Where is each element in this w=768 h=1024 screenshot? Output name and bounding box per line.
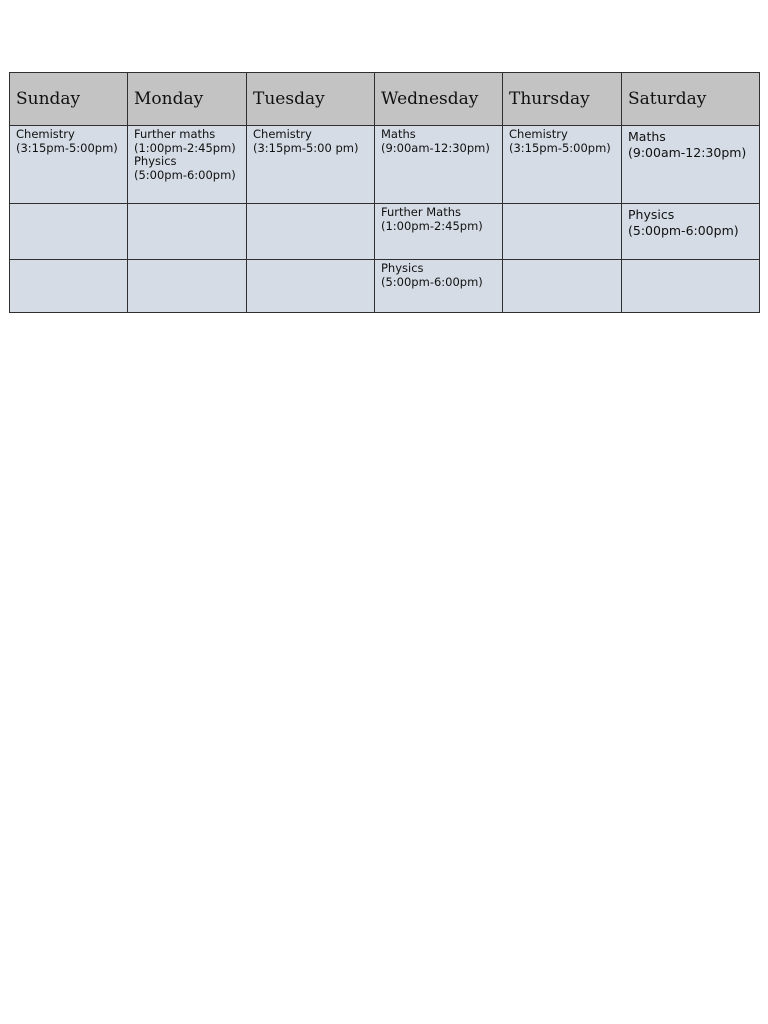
cell-sunday-1 — [10, 126, 128, 204]
table-row — [10, 126, 760, 204]
day-header-thursday: Thursday — [503, 73, 622, 126]
cell-saturday-1 — [622, 126, 760, 204]
cell-monday-3 — [128, 260, 247, 313]
day-header-tuesday: Tuesday — [247, 73, 375, 126]
time: (3:15pm-5:00pm) — [16, 140, 118, 155]
cell-monday-2 — [128, 204, 247, 260]
time: (3:15pm-5:00pm) — [509, 140, 611, 155]
day-header-sunday: Sunday — [10, 73, 128, 126]
time: (5:00pm-6:00pm) — [628, 223, 739, 238]
cell-saturday-3 — [622, 260, 760, 313]
cell-saturday-2 — [622, 204, 760, 260]
cell-thursday-3 — [503, 260, 622, 313]
subject: Further maths — [134, 127, 216, 141]
subject: Physics — [628, 207, 675, 222]
subject: Chemistry — [509, 127, 568, 141]
cell-thursday-1 — [503, 126, 622, 204]
cell-tuesday-2 — [247, 204, 375, 260]
cell-monday-1 — [128, 126, 247, 204]
subject: Physics — [381, 261, 424, 275]
day-header-monday: Monday — [128, 73, 247, 126]
cell-wednesday-1 — [375, 126, 503, 204]
subject: Further Maths — [381, 205, 462, 219]
time: (5:00pm-6:00pm) — [134, 167, 236, 182]
table-row — [10, 204, 760, 260]
cell-wednesday-2 — [375, 204, 503, 260]
time: (5:00pm-6:00pm) — [381, 274, 483, 289]
weekly-timetable — [9, 72, 760, 313]
time: (1:00pm-2:45pm) — [381, 218, 483, 233]
header-row — [10, 73, 760, 126]
subject: Physics — [134, 154, 177, 168]
cell-wednesday-3 — [375, 260, 503, 313]
cell-sunday-2 — [10, 204, 128, 260]
time: (1:00pm-2:45pm) — [134, 140, 236, 155]
subject: Maths — [381, 127, 416, 141]
table-row — [10, 260, 760, 313]
time: (9:00am-12:30pm) — [628, 145, 747, 160]
cell-sunday-3 — [10, 260, 128, 313]
cell-tuesday-1 — [247, 126, 375, 204]
day-header-saturday: Saturday — [622, 73, 760, 126]
subject: Maths — [628, 129, 666, 144]
cell-thursday-2 — [503, 204, 622, 260]
subject: Chemistry — [253, 127, 312, 141]
time: (3:15pm-5:00 pm) — [253, 140, 359, 155]
cell-tuesday-3 — [247, 260, 375, 313]
time: (9:00am-12:30pm) — [381, 140, 490, 155]
day-header-wednesday: Wednesday — [375, 73, 503, 126]
subject: Chemistry — [16, 127, 75, 141]
